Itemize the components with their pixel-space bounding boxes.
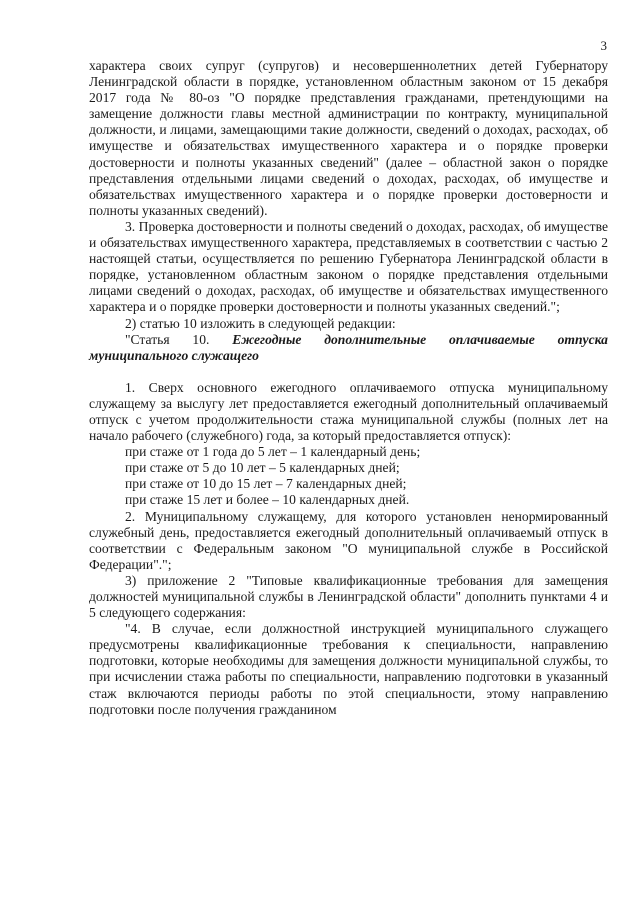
list-item: при стаже от 5 до 10 лет – 5 календарных дней;	[125, 460, 400, 476]
paragraph: характера своих супруг (супругов) и несовершеннолетних детей Губернатору Ленинградской области в порядке, установленном областным законом от 15 декабря 2017 года № 80-оз "О порядке представления гражданами, претендующими на замещение должности главы местной администрации по контракту, муниципальной должности, и лицами, замещающими такие должности, сведений о доходах, расходах, об имуществе и обязательствах имущественного характера и о порядке проверки достоверности и полноты указанных сведений" (далее – областной закон о порядке представления отдельными лицами сведений о доходах, расходах, об имуществе и обязательствах имущественного характера и о порядке проверки достоверности и полноты указанных сведений).	[89, 58, 608, 218]
paragraph: "4. В случае, если должностной инструкцией муниципального служащего предусмотрены квалификационные требования к специальности, направлению подготовки, которые необходимы для замещения должности муниципальной службы, то при исчислении стажа работы по специальности, направлению подготовки в указанный стаж включаются периоды работы по этой специальности, этому направлению подготовки после получения гражданином	[89, 621, 608, 717]
spacer	[89, 364, 608, 380]
paragraph: 3) приложение 2 "Типовые квалификационные требования для замещения должностей муниципальной службы в Ленинградской области" дополнить пунктами 4 и 5 следующего содержания:	[89, 572, 608, 621]
list-item: при стаже от 10 до 15 лет – 7 календарных дней;	[125, 476, 407, 492]
paragraph: 2) статью 10 изложить в следующей редакции:	[125, 315, 396, 331]
paragraph: 1. Сверх основного ежегодного оплачиваемого отпуска муниципальному служащему за выслугу лет предоставляется ежегодный дополнительный оплачиваемый отпуск с учетом продолжительности стажа муниципальной службы (полных лет на начало рабочего (служебного) года, за который предоставляется отпуск):	[89, 379, 608, 444]
article-heading	[89, 332, 608, 364]
document-body	[89, 58, 608, 718]
paragraph: 3. Проверка достоверности и полноты сведений о доходах, расходах, об имуществе и обязательствах имущественного характера, представляемых в соответствии с частью 2 настоящей статьи, осуществляется по решению Губернатора Ленинградской области в порядке, установленном областным законом о порядке представления отдельными лицами сведений о доходах, расходах, об имуществе и обязательствах имущественного характера и о порядке проверки достоверности и полноты указанных сведений.";	[89, 218, 608, 315]
page-number: 3	[600, 38, 607, 53]
article-heading-title: Ежегодные дополнительные оплачиваемые отпуска муниципального служащего	[89, 331, 608, 363]
paragraph: 2. Муниципальному служащему, для которого установлен ненормированный служебный день, предоставляется ежегодный дополнительный оплачиваемый отпуск в соответствии с Федеральным законом "О муниципальной службе в Российской Федерации".";	[89, 508, 608, 572]
article-heading-prefix: "Статья 10.	[125, 331, 233, 347]
list-item: при стаже 15 лет и более – 10 календарных дней.	[125, 492, 410, 508]
list-item: при стаже от 1 года до 5 лет – 1 календарный день;	[125, 444, 421, 460]
